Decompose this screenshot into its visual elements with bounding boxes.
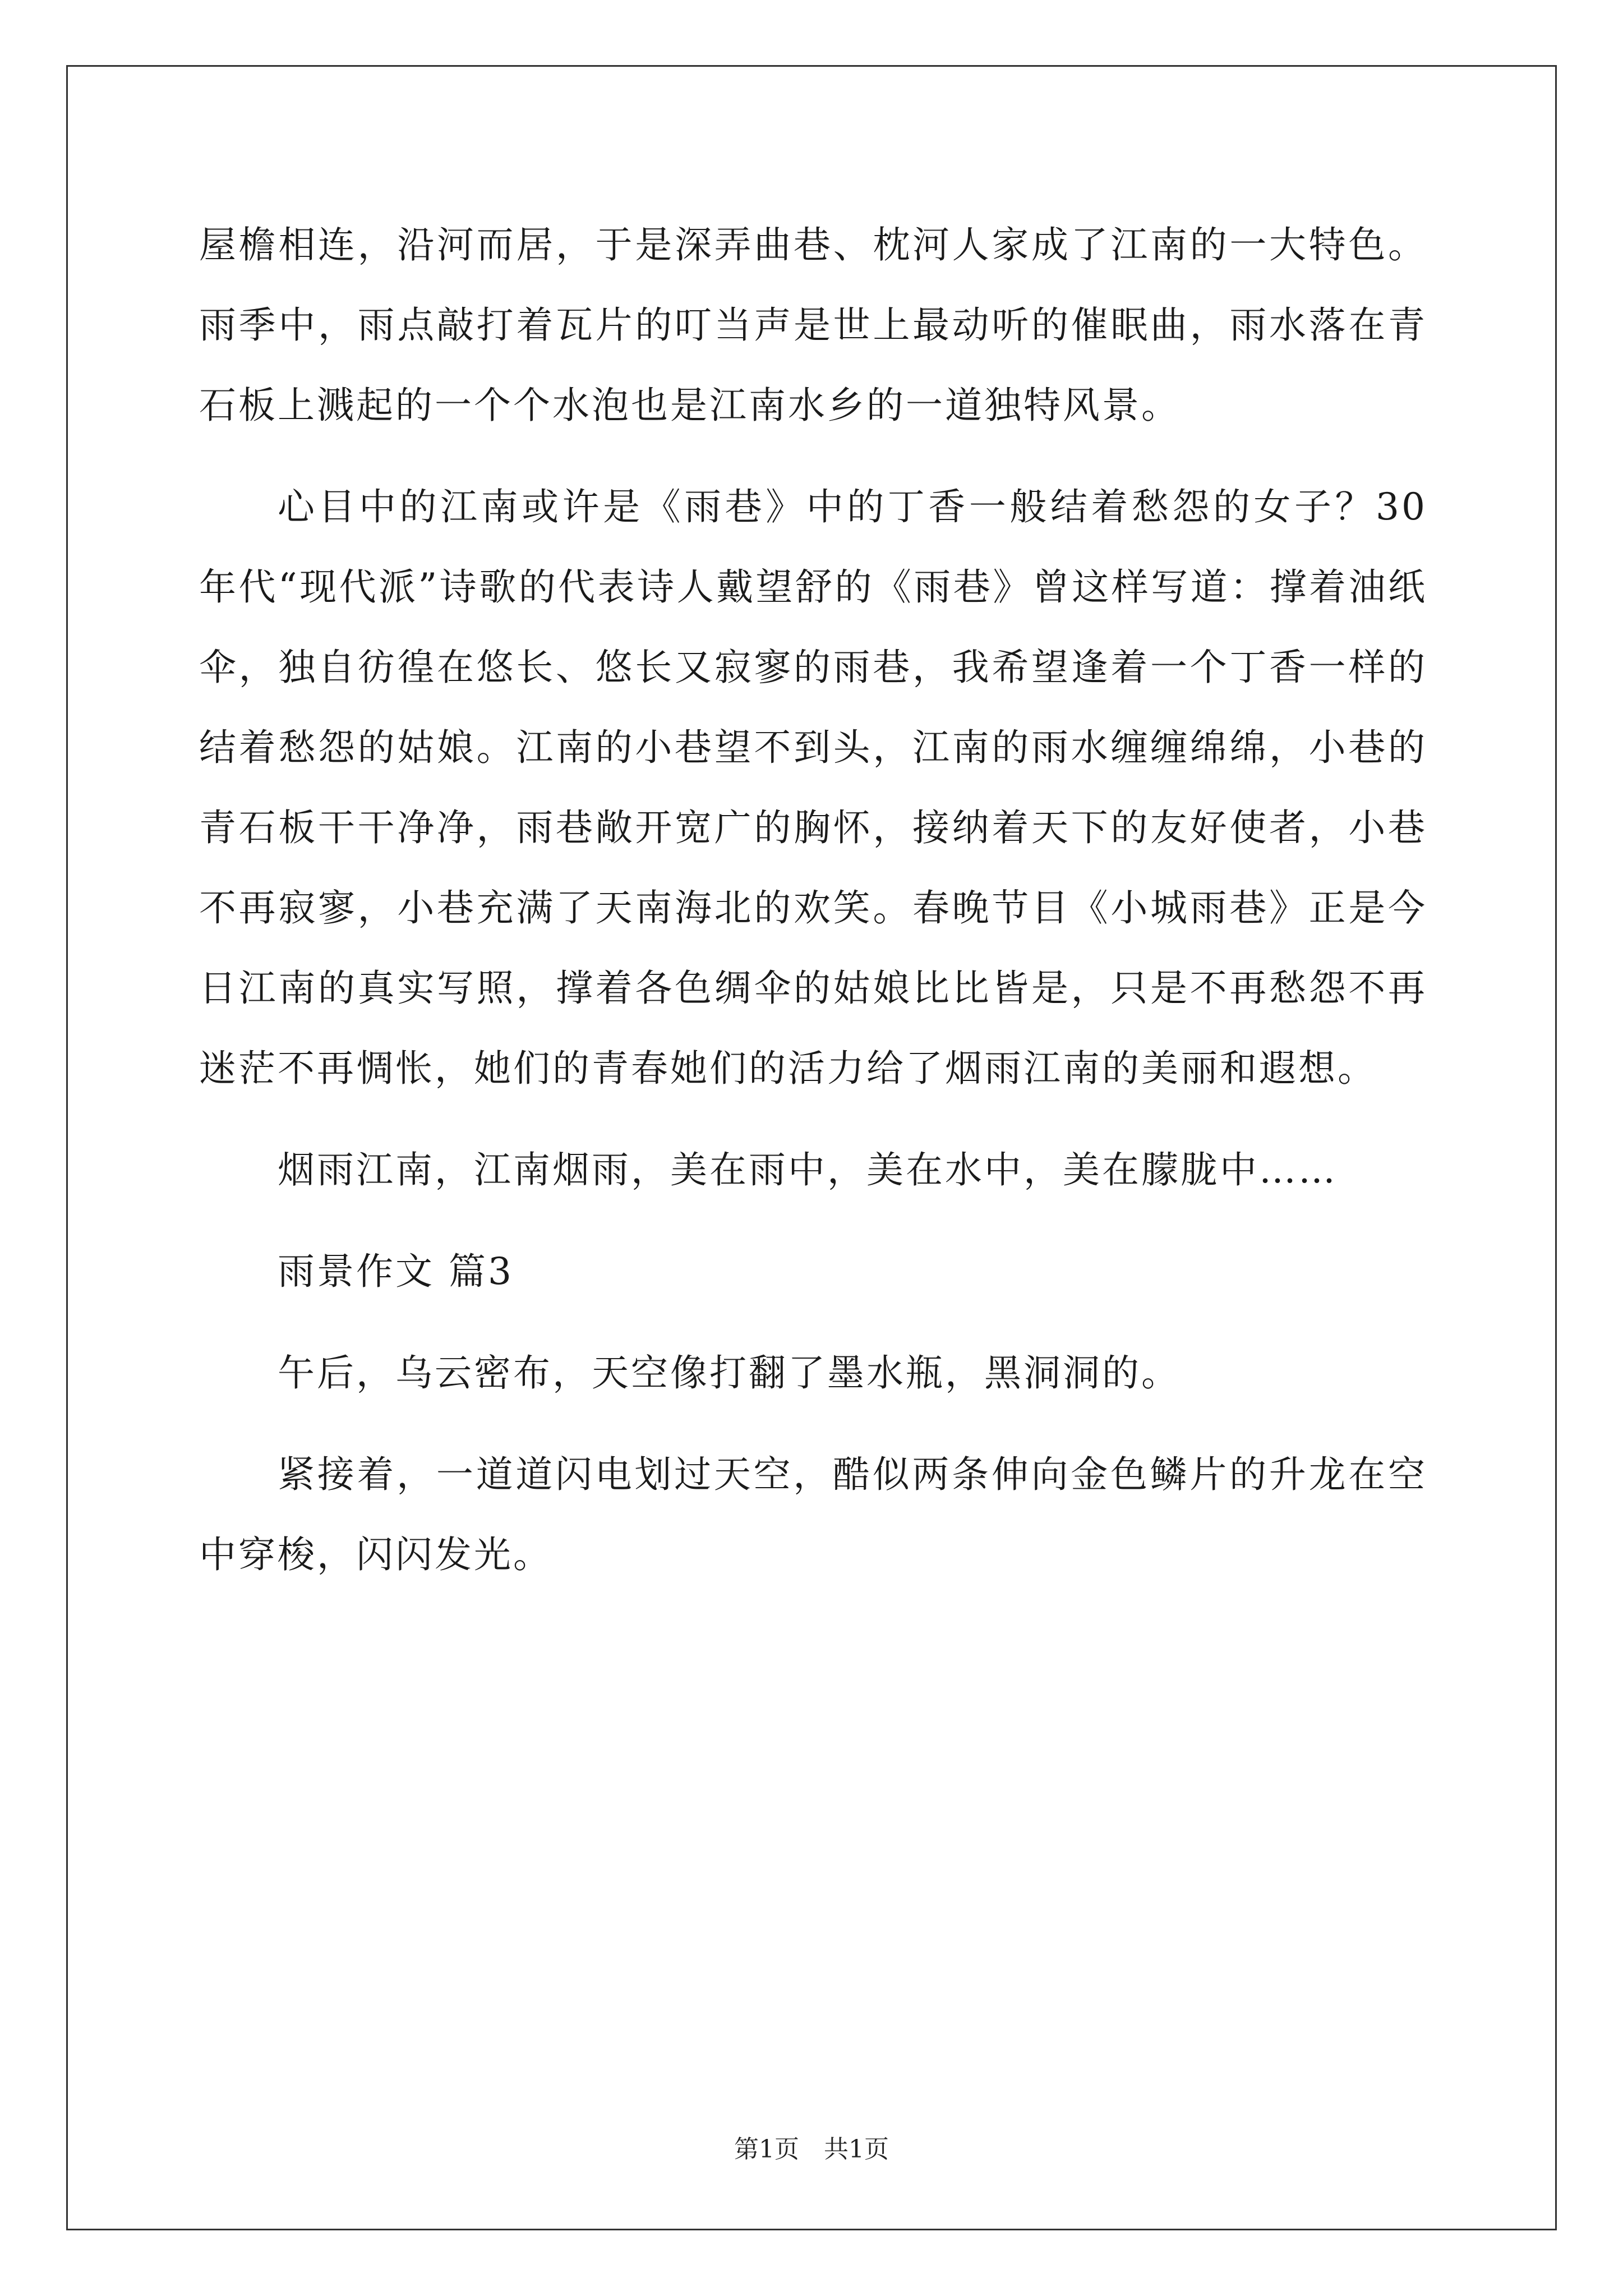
- paragraph-2: 心目中的江南或许是《雨巷》中的丁香一般结着愁怨的女子？30年代“现代派”诗歌的代表诗人戴望舒的《雨巷》曾这样写道：撑着油纸伞，独自彷徨在悠长、悠长又寂寥的雨巷，我希望逢着一个丁香一样的结着愁怨的姑娘。江南的小巷望不到头，江南的雨水缠缠绵绵，小巷的青石板干干净净，雨巷敞开宽广的胸怀，接纳着天下的友好使者，小巷不再寂寥，小巷充满了天南海北的欢笑。春晚节目《小城雨巷》正是今日江南的真实写照，撑着各色绸伞的姑娘比比皆是，只是不再愁怨不再迷茫不再惆怅，她们的青春她们的活力给了烟雨江南的美丽和遐想。: [199, 485, 1427, 1090]
- paragraph-5: 紧接着，一道道闪电划过天空，酷似两条伸向金色鳞片的升龙在空中穿梭，闪闪发光。: [199, 1453, 1427, 1576]
- document-body: [199, 205, 1427, 1616]
- paragraph-1: 屋檐相连，沿河而居，于是深弄曲巷、枕河人家成了江南的一大特色。雨季中，雨点敲打着瓦片的叮当声是世上最动听的催眠曲，雨水落在青石板上溅起的一个个水泡也是江南水乡的一道独特风景。: [199, 223, 1427, 427]
- section-heading: 雨景作文 篇3: [278, 1250, 514, 1293]
- page-number-footer: 第1页 共1页: [734, 2135, 889, 2164]
- paragraph-4: 午后，乌云密布，天空像打翻了墨水瓶，黑洞洞的。: [278, 1351, 1181, 1395]
- paragraph-3: 烟雨江南，江南烟雨，美在雨中，美在水中，美在朦胧中……: [278, 1148, 1338, 1191]
